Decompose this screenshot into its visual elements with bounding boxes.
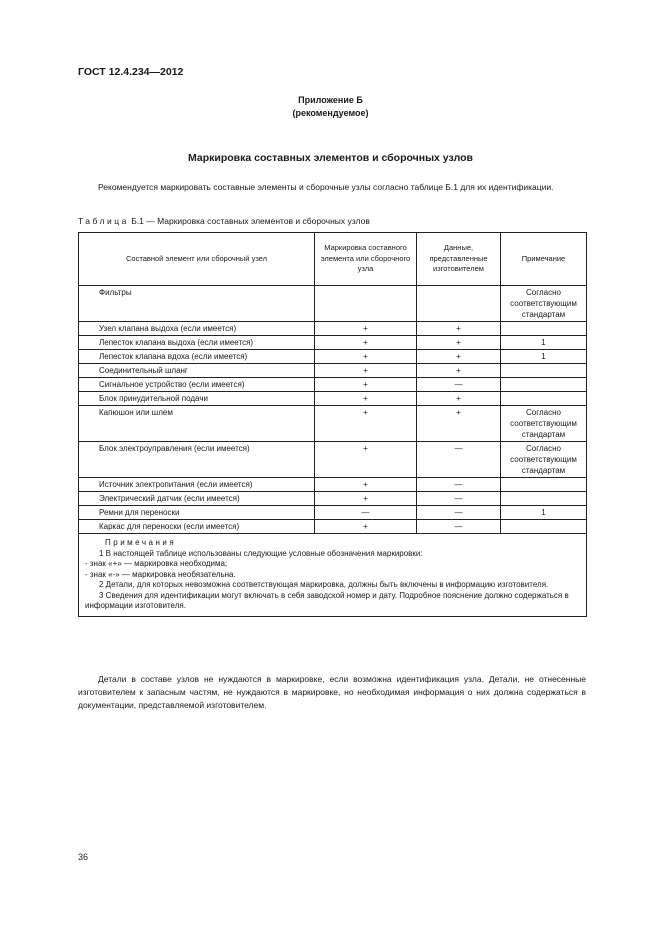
cell-note bbox=[501, 364, 587, 378]
cell-data: + bbox=[417, 392, 501, 406]
cell-element: Каркас для переноски (если имеется) bbox=[79, 520, 315, 534]
cell-element: Блок электроуправления (если имеется) bbox=[79, 442, 315, 478]
cell-data: — bbox=[417, 442, 501, 478]
col-header-marking: Маркировка составного элемента или сборочного узла bbox=[315, 233, 417, 286]
page-number: 36 bbox=[78, 852, 89, 862]
cell-element: Фильтры bbox=[79, 286, 315, 322]
cell-note bbox=[501, 492, 587, 506]
table-row bbox=[79, 406, 587, 442]
cell-data: + bbox=[417, 350, 501, 364]
annex-status: (рекомендуемое) bbox=[292, 108, 369, 118]
cell-data bbox=[417, 286, 501, 322]
note-1-plus: - знак «+» — маркировка необходима; bbox=[85, 559, 228, 568]
cell-data: — bbox=[417, 378, 501, 392]
cell-marking: + bbox=[315, 336, 417, 350]
document-id: ГОСТ 12.4.234—2012 bbox=[78, 66, 184, 78]
table-row bbox=[79, 478, 587, 492]
table-row bbox=[79, 506, 587, 520]
table-row bbox=[79, 392, 587, 406]
closing-text: Детали в составе узлов не нуждаются в маркировке, если возможна идентификация узла. Детали, не отнесенные изготовителем к запасным частям, не нуждаются в маркировке, но необходимая информация о них должна содержаться в документации, представляемой изготовителем. bbox=[78, 674, 586, 710]
cell-data: — bbox=[417, 506, 501, 520]
col-header-note: Примечание bbox=[501, 233, 587, 286]
notes-heading: Примечания bbox=[105, 538, 177, 547]
cell-note bbox=[501, 392, 587, 406]
cell-marking: — bbox=[315, 506, 417, 520]
cell-marking: + bbox=[315, 406, 417, 442]
note-1: 1 В настоящей таблице использованы следующие условные обозначения маркировки: bbox=[99, 548, 423, 558]
intro-text: Рекомендуется маркировать составные элементы и сборочные узлы согласно таблице Б.1 для их идентификации. bbox=[98, 182, 554, 192]
table-caption bbox=[78, 216, 370, 226]
table-row bbox=[79, 350, 587, 364]
table-caption-word: Таблица bbox=[78, 216, 129, 226]
table-row bbox=[79, 492, 587, 506]
table-row bbox=[79, 322, 587, 336]
cell-marking: + bbox=[315, 378, 417, 392]
cell-data: — bbox=[417, 478, 501, 492]
cell-note: Согласно соответствующим стандартам bbox=[501, 442, 587, 478]
cell-element: Источник электропитания (если имеется) bbox=[79, 478, 315, 492]
cell-marking: + bbox=[315, 392, 417, 406]
cell-element: Ремни для переноски bbox=[79, 506, 315, 520]
cell-data: + bbox=[417, 336, 501, 350]
annex-heading bbox=[0, 94, 661, 120]
col-header-manufacturer-data: Данные, представленные изготовителем bbox=[417, 233, 501, 286]
note-2: 2 Детали, для которых невозможна соответствующая маркировка, должны быть включены в информацию изготовителя. bbox=[99, 580, 549, 589]
table-notes-row bbox=[79, 534, 587, 617]
cell-note bbox=[501, 322, 587, 336]
table-row bbox=[79, 286, 587, 322]
cell-marking: + bbox=[315, 350, 417, 364]
cell-note: 1 bbox=[501, 336, 587, 350]
cell-note bbox=[501, 478, 587, 492]
table-row bbox=[79, 378, 587, 392]
table-notes bbox=[79, 534, 587, 617]
col-header-element: Составной элемент или сборочный узел bbox=[79, 233, 315, 286]
cell-element: Соединительный шланг bbox=[79, 364, 315, 378]
cell-element: Электрический датчик (если имеется) bbox=[79, 492, 315, 506]
table-row bbox=[79, 520, 587, 534]
table-row bbox=[79, 336, 587, 350]
cell-note bbox=[501, 378, 587, 392]
table-header-row bbox=[79, 233, 587, 286]
cell-element: Лепесток клапана вдоха (если имеется) bbox=[79, 350, 315, 364]
cell-element: Узел клапана выдоха (если имеется) bbox=[79, 322, 315, 336]
table-row bbox=[79, 442, 587, 478]
cell-marking bbox=[315, 286, 417, 322]
cell-note: 1 bbox=[501, 506, 587, 520]
note-3: 3 Сведения для идентификации могут включать в себя заводской номер и дату. Подробное пояснение должно содержаться в информации изготовителя. bbox=[85, 590, 569, 610]
cell-data: + bbox=[417, 322, 501, 336]
cell-element: Блок принудительной подачи bbox=[79, 392, 315, 406]
cell-data: + bbox=[417, 406, 501, 442]
table-row bbox=[79, 364, 587, 378]
table-caption-text: Б.1 — Маркировка составных элементов и сборочных узлов bbox=[128, 216, 370, 226]
annex-title: Приложение Б bbox=[298, 95, 363, 105]
note-1-minus: - знак «-» — маркировка необязательна. bbox=[85, 569, 236, 579]
closing-paragraph bbox=[78, 673, 586, 712]
cell-data: — bbox=[417, 520, 501, 534]
cell-note bbox=[501, 520, 587, 534]
section-title: Маркировка составных элементов и сборочных узлов bbox=[188, 152, 473, 164]
cell-element: Лепесток клапана выдоха (если имеется) bbox=[79, 336, 315, 350]
cell-marking: + bbox=[315, 492, 417, 506]
cell-marking: + bbox=[315, 364, 417, 378]
marking-table bbox=[78, 232, 587, 617]
cell-note: Согласно соответствующим стандартам bbox=[501, 286, 587, 322]
cell-marking: + bbox=[315, 442, 417, 478]
intro-paragraph bbox=[78, 181, 586, 194]
cell-element: Капюшон или шлем bbox=[79, 406, 315, 442]
cell-marking: + bbox=[315, 520, 417, 534]
cell-marking: + bbox=[315, 322, 417, 336]
cell-marking: + bbox=[315, 478, 417, 492]
cell-data: — bbox=[417, 492, 501, 506]
cell-note: 1 bbox=[501, 350, 587, 364]
cell-data: + bbox=[417, 364, 501, 378]
cell-element: Сигнальное устройство (если имеется) bbox=[79, 378, 315, 392]
cell-note: Согласно соответствующим стандартам bbox=[501, 406, 587, 442]
